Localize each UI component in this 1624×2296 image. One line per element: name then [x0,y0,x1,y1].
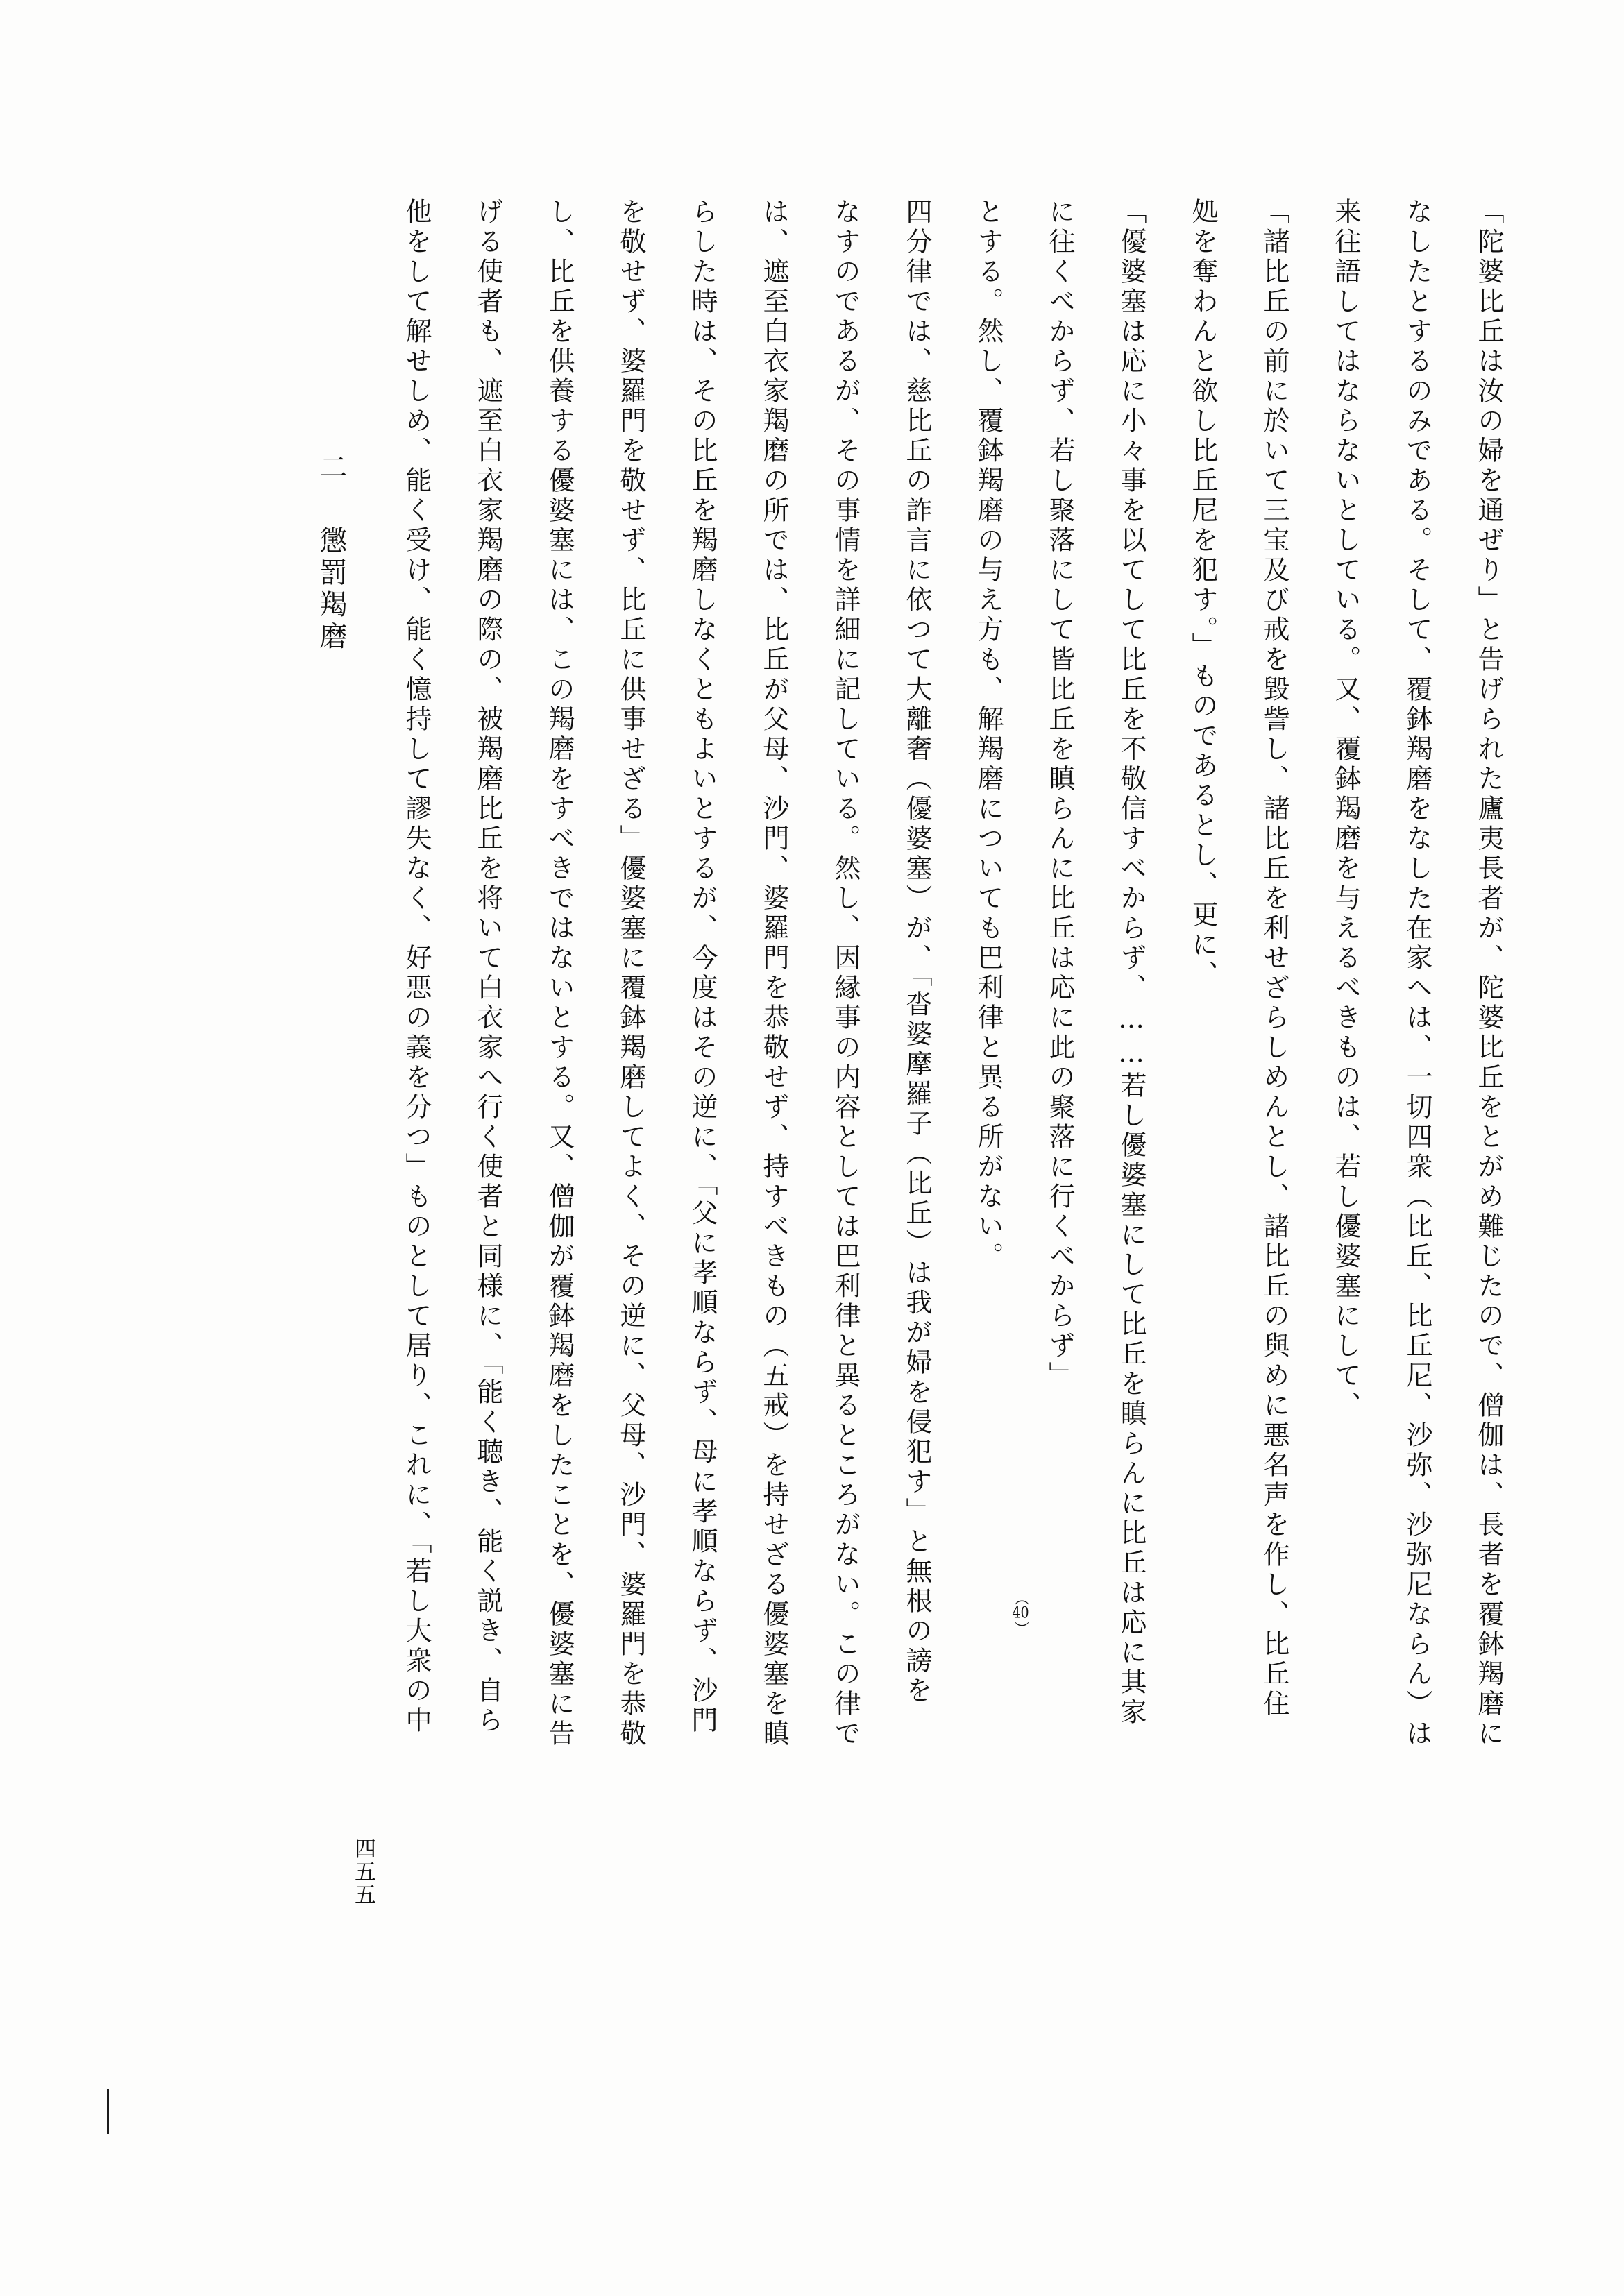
footnote-paren-open: （ [1012,1590,1029,1606]
body-column-2: なしたとするのみである。そして、覆鉢羯磨をなした在家へは、一切四衆（比丘、比丘尼、沙弥、沙弥尼ならん）は [1402,198,1432,1749]
section-number: 二 [315,452,347,484]
body-column-5: 処を奪わんと欲し比丘尼を犯す。」ものであるとし、更に、 [1187,198,1218,990]
body-column-13: を敬せず、婆羅門を敬せず、比丘に供事せざる」優婆塞に覆鉢羯磨してよく、その逆に、父母、沙門、婆羅門を恭敬 [616,198,646,1749]
page-number: 四五五 [350,1837,375,1906]
body-column-3: 来往語してはならないとしている。又、覆鉢羯磨を与えるべきものは、若し優婆塞にして、 [1330,198,1361,1421]
body-column-4: 「諸比丘の前に於いて三宝及び戒を毀訾し、諸比丘を利せざらしめんとし、諸比丘の與めに悪名声を作し、比丘住 [1259,198,1289,1719]
body-column-14: し、比丘を供養する優婆塞には、この羯磨をすべきではないとする。又、僧伽が覆鉢羯磨をしたことを、優婆塞に告 [544,198,575,1749]
body-column-6: 「優婆塞は応に小々事を以てして比丘を不敬信すべからず、……若し優婆塞にして比丘を瞋らんに比丘は応に其家 [1116,198,1147,1728]
body-column-8: とする。然し、覆鉢羯磨の与え方も、解羯磨についても巴利律と異る所がない。 [973,198,1004,1272]
body-column-7: に往くべからず、若し聚落にして皆比丘を瞋らんに比丘は応に此の聚落に行くべからず」 [1044,198,1075,1391]
body-column-15: げる使者も、遮至白衣家羯磨の際の、被羯磨比丘を将いて白衣家へ行く使者と同様に、「能く聴き、能く説き、自ら [473,198,503,1736]
footnote-paren-close: ） [1012,1621,1029,1636]
fold-mark [107,2089,109,2134]
body-column-16: 他をして解せしめ、能く受け、能く憶持して謬失なく、好悪の義を分つ」ものとして居り、これに、「若し大衆の中 [401,198,432,1736]
footnote-number: 40 [1012,1606,1029,1621]
section-title: 懲罰羯磨 [315,526,347,654]
body-column-10: なすのであるが、その事情を詳細に記している。然し、因縁事の内容としては巴利律と異るところがない。この律で [830,198,861,1749]
body-column-11: は、遮至白衣家羯磨の所では、比丘が父母、沙門、婆羅門を恭敬せず、持すべきもの（五戒）を持せざる優婆塞を瞋 [759,198,789,1749]
body-column-12: らした時は、その比丘を羯磨しなくともよいとするが、今度はその逆に、「父に孝順ならず、母に孝順ならず、沙門 [687,198,718,1736]
footnote-ref-40 [1012,1590,1029,1636]
body-column-9: 四分律では、慈比丘の詐言に依つて大離奢（優婆塞）が、「沓婆摩羅子（比丘）は我が婦を侵犯す」と無根の謗を [902,198,932,1706]
body-column-1: 「陀婆比丘は汝の婦を通ぜり」と告げられた廬夷長者が、陀婆比丘をとがめ難じたので、僧伽は、長者を覆鉢羯磨に [1473,198,1504,1749]
